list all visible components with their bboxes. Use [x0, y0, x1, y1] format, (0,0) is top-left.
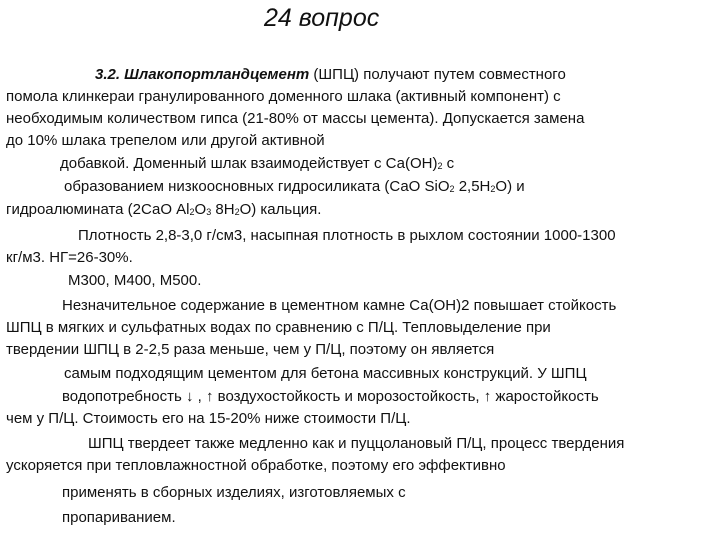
text-line: Плотность 2,8-3,0 г/см3, насыпная плотность в рыхлом состоянии 1000-1300	[78, 227, 616, 244]
text-line: водопотребность ↓ , ↑ воздухостойкость и морозостойкость, ↑ жаростойкость	[62, 388, 599, 405]
text-line: твердении ШПЦ в 2-2,5 раза меньше, чем у П/Ц, поэтому он является	[6, 341, 495, 358]
body-text	[6, 63, 716, 529]
text-line: до 10% шлака трепелом или другой активной	[6, 132, 325, 149]
subscript: 3	[206, 207, 212, 217]
heading-continuation: (ШПЦ) получают путем совместного	[309, 66, 566, 83]
text-line: ШПЦ в мягких и сульфатных водах по сравнению с П/Ц. Тепловыделение при	[6, 319, 551, 336]
text-line: необходимым количеством гипса (21-80% от массы цемента). Допускается замена	[6, 110, 585, 127]
subscript: 2	[449, 184, 455, 194]
text-line: чем у П/Ц. Стоимость его на 15-20% ниже стоимости П/Ц.	[6, 410, 411, 427]
text-span: 8Н	[211, 201, 235, 218]
subscript: 2	[189, 207, 195, 217]
text-line: ускоряется при тепловлажностной обработке, поэтому его эффективно	[6, 457, 506, 474]
text-line: М300, М400, М500.	[68, 272, 202, 289]
text-line: применять в сборных изделиях, изготовляемых с	[62, 484, 406, 501]
text-line: самым подходящим цементом для бетона массивных конструкций. У ШПЦ	[64, 365, 587, 382]
text-line: пропариванием.	[62, 509, 176, 526]
text-span: образованием низкоосновных гидросиликата (СаО SiО	[64, 178, 450, 195]
slide-title: 24 вопрос	[264, 4, 380, 32]
text-line	[6, 152, 716, 175]
section-heading: 3.2. Шлакопортландцемент	[95, 66, 310, 83]
text-line: помола клинкераи гранулированного доменного шлака (активный компонент) с	[6, 88, 561, 105]
subscript: 2	[437, 161, 443, 171]
text-span: добавкой. Доменный шлак взаимодействует с Са(ОН)	[60, 155, 438, 172]
paragraph-first-line	[6, 63, 716, 86]
text-line: кг/м3. НГ=26-30%.	[6, 249, 133, 266]
text-span: с	[442, 155, 455, 172]
text-span: О	[194, 201, 207, 218]
text-span: гидроалюмината (2СаО Аl	[6, 201, 190, 218]
subscript: 2	[490, 184, 496, 194]
text-line	[6, 198, 716, 221]
text-line: Незначительное содержание в цементном камне Са(ОН)2 повышает стойкость	[62, 297, 617, 314]
text-line: ШПЦ твердеет также медленно как и пуццолановый П/Ц, процесс твердения	[88, 435, 625, 452]
text-line	[6, 175, 716, 198]
text-span: О) и	[495, 178, 525, 195]
text-span: 2,5Н	[454, 178, 491, 195]
text-span: О) кальция.	[239, 201, 322, 218]
subscript: 2	[234, 207, 240, 217]
